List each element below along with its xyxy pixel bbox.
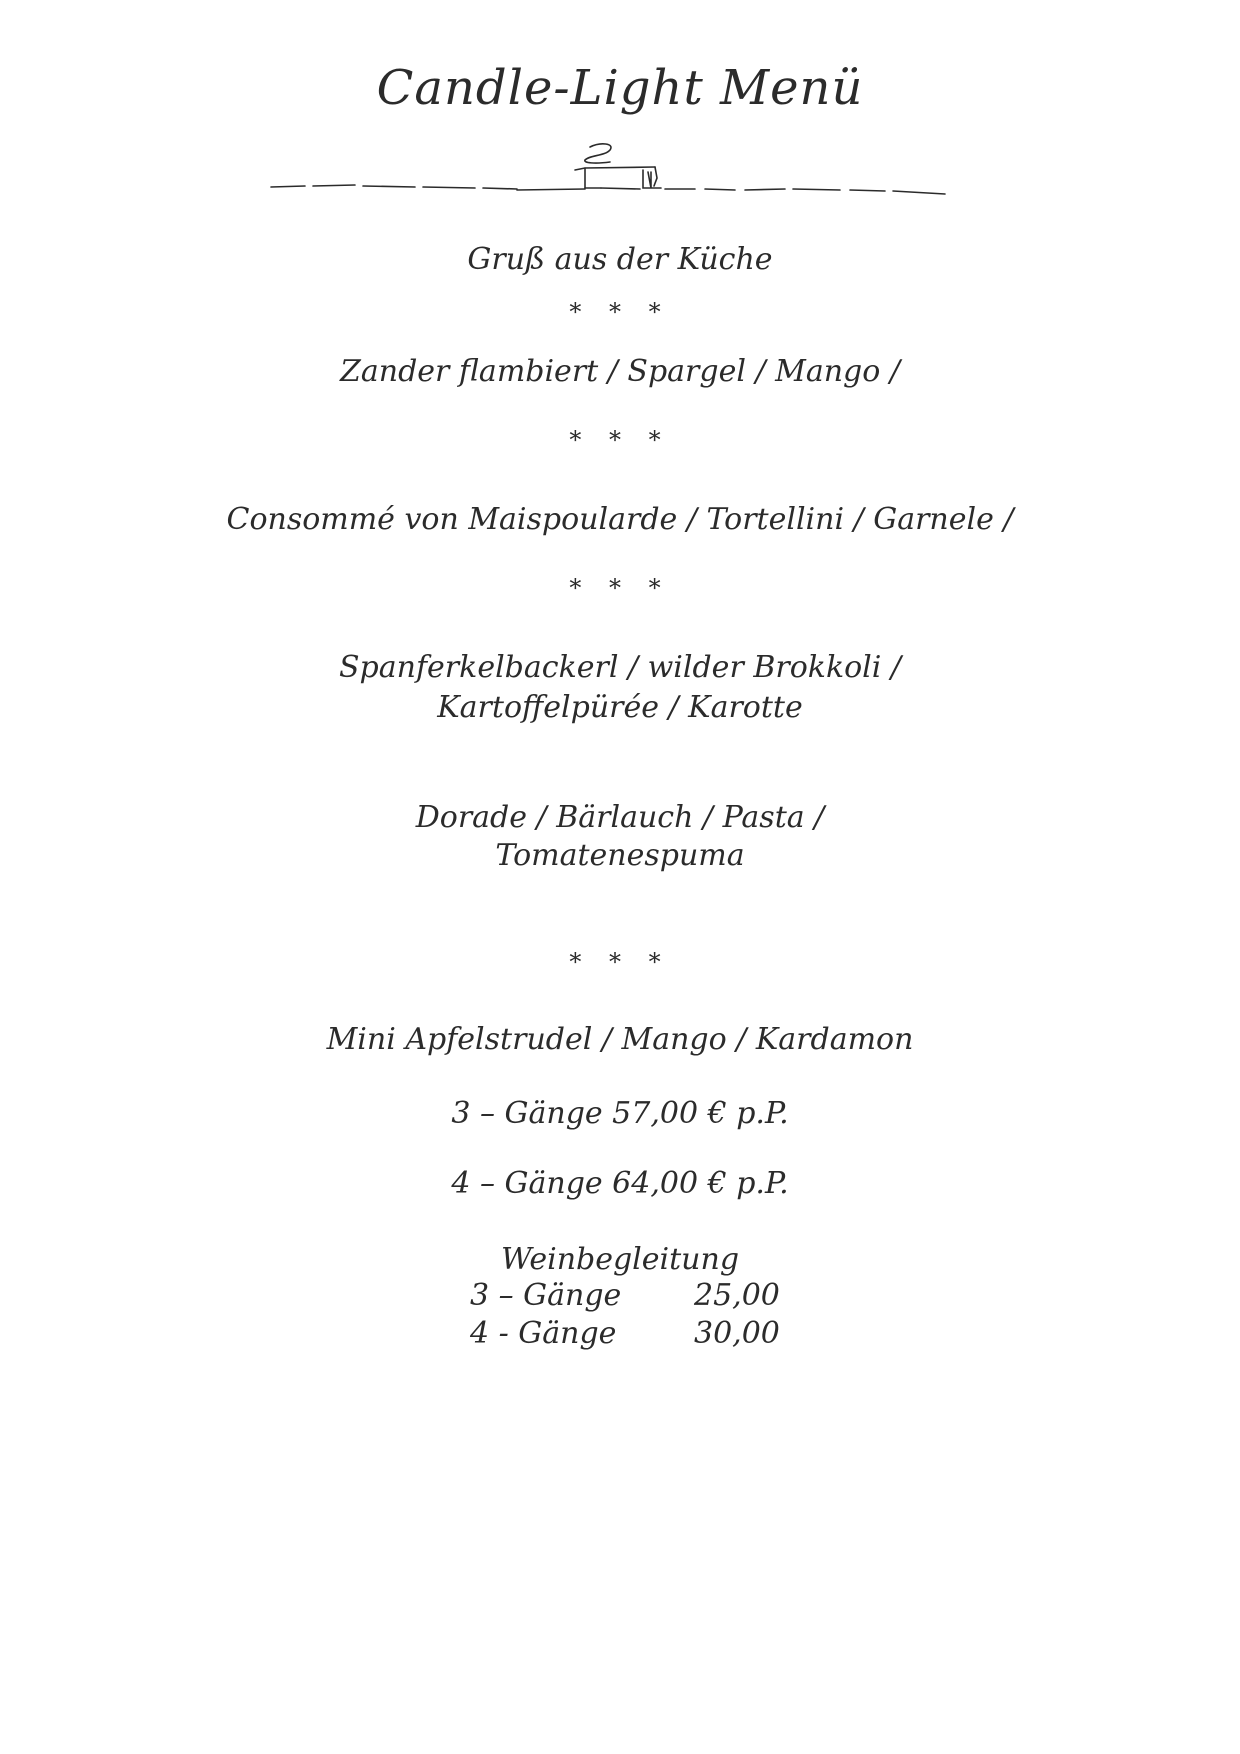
course-dessert: Mini Apfelstrudel / Mango / Kardamon <box>326 1022 914 1057</box>
price-3-courses: 3 – Gänge 57,00 € p.P. <box>451 1096 789 1131</box>
course-starter: Zander flambiert / Spargel / Mango / <box>340 354 900 389</box>
wine-course-3: 3 – Gänge <box>470 1278 622 1313</box>
course-fish-line1: Dorade / Bärlauch / Pasta / <box>415 800 825 835</box>
wine-price-4: 30,00 <box>694 1316 780 1351</box>
candle-pot-illustration-icon <box>265 130 985 210</box>
separator: * * * <box>569 948 671 976</box>
separator: * * * <box>569 298 671 326</box>
course-soup: Consommé von Maispoularde / Tortellini / Garnele / <box>226 502 1014 537</box>
course-fish-line2: Tomatenespuma <box>495 838 745 873</box>
price-4-courses: 4 – Gänge 64,00 € p.P. <box>451 1166 789 1201</box>
wine-price-3: 25,00 <box>694 1278 780 1313</box>
menu-title: Candle-Light Menü <box>376 60 864 116</box>
wine-heading: Weinbegleitung <box>500 1242 740 1277</box>
separator: * * * <box>569 426 671 454</box>
course-main-line1: Spanferkelbackerl / wilder Brokkoli / <box>338 650 902 685</box>
wine-course-4: 4 - Gänge <box>470 1316 617 1351</box>
course-amuse: Gruß aus der Küche <box>467 242 773 277</box>
course-main-line2: Kartoffelpürée / Karotte <box>437 690 803 725</box>
separator: * * * <box>569 574 671 602</box>
